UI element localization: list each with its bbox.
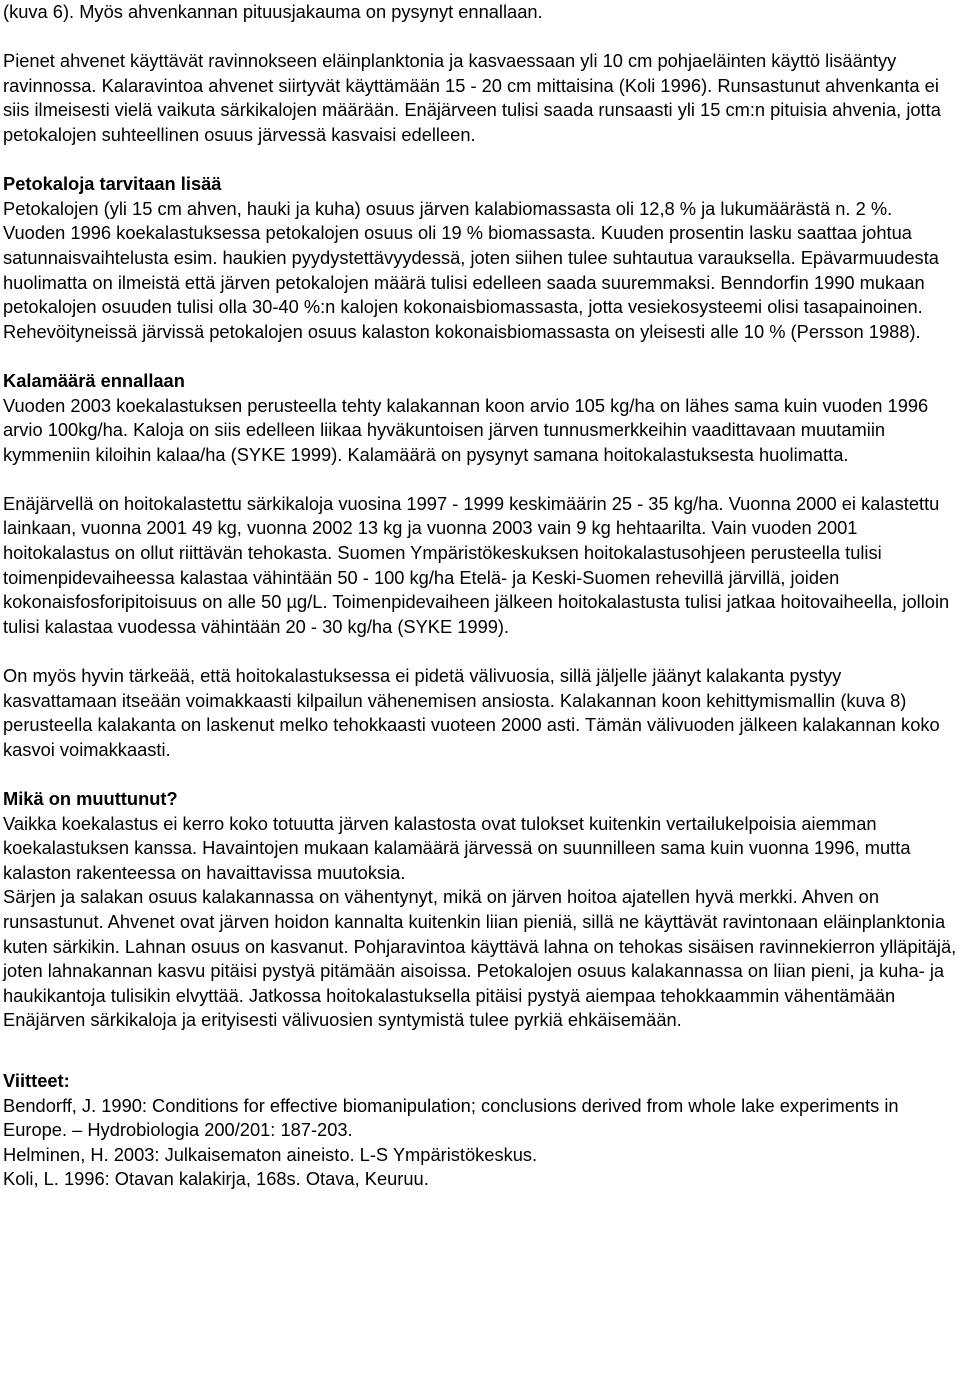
changes-paragraph-1: Vaikka koekalastus ei kerro koko totuutta järven kalastosta ovat tulokset kuitenkin vertailukelpoisia aiemman koekalastuksen kanssa. Havaintojen mukaan kalamäärä järvessä on suunnilleen sama kuin vuonna 1996, mutta kalaston rakenteessa on havaittavissa muutoksia. [3, 812, 911, 883]
fish-amount-paragraph-2: Enäjärvellä on hoitokalastettu särkikaloja vuosina 1997 - 1999 keskimäärin 25 - 35 kg/ha. Vuonna 2000 ei kalastettu lainkaan, vuonna 2001 49 kg, vuonna 2002 13 kg ja vuonna 2003 vain 9 kg hehtaarilta. Vain vuoden 2001 hoitokalastus on ollut riittävän tehokasta. Suomen Ympäristökeskuksen hoitokalastusohjeen perusteella tulisi toimenpidevaiheessa kalastaa vähintään 50 - 100 kg/ha Etelä- ja Keski-Suomen rehevillä järvillä, joiden kokonaisfosforipitoisuus on alle 50 µg/L. Toimenpidevaiheen jälkeen hoitokalastusta tulisi jatkaa hoitovaiheella, jolloin tulisi kalastaa vuodessa vähintään 20 - 30 kg/ha (SYKE 1999). [3, 492, 950, 637]
references-heading: Viitteet: [3, 1069, 70, 1091]
section-heading-fish-amount: Kalamäärä ennallaan [3, 369, 185, 391]
fish-amount-paragraph-3: On myös hyvin tärkeää, että hoitokalastuksessa ei pidetä välivuosia, sillä jäljelle jäänyt kalakanta pystyy kasvattamaan itseään voimakkaasti kilpailun vähenemisen ansiosta. Kalakannan koon kehittymismallin (kuva 8) perusteella kalakanta on laskenut melko tehokkaasti vuoteen 2000 asti. Tämän välivuoden jälkeen kalakannan koko kasvoi voimakkaasti. [3, 665, 940, 760]
intro-paragraph: Pienet ahvenet käyttävät ravinnokseen eläinplanktonia ja kasvaessaan yli 10 cm pohjaeläinten käyttö lisääntyy ravinnossa. Kalaravintoa ahvenet siirtyvät käyttämään 15 - 20 cm mittaisina (Koli 1996). Runsastunut ahvenkanta ei siis ilmeisesti vielä vaikuta särkikalojen määrään. Enäjärveen tulisi saada runsaasti yli 15 cm:n pituisia ahvenia, jotta petokalojen suhteellinen osuus järvessä kasvaisi edelleen. [3, 50, 941, 145]
fish-amount-paragraph-1: Vuoden 2003 koekalastuksen perusteella tehty kalakannan koon arvio 105 kg/ha on lähes sama kuin vuoden 1996 arvio 100kg/ha. Kaloja on siis edelleen liikaa hyväkuntoisen järven tunnusmerkkeihin vaadittavaan muutamiin kymmeniin kiloihin kalaa/ha (SYKE 1999). Kalamäärä on pysynyt samana hoitokalastuksesta huolimatta. [3, 394, 929, 465]
reference-item: Helminen, H. 2003: Julkaisematon aineisto. L-S Ympäristökeskus. [3, 1143, 538, 1165]
intro-fragment: (kuva 6). Myös ahvenkannan pituusjakauma on pysynyt ennallaan. [3, 1, 543, 22]
document-page [3, 0, 957, 1192]
reference-item: Bendorff, J. 1990: Conditions for effective biomanipulation; conclusions derived from whole lake experiments in Europe. – Hydrobiologia 200/201: 187-203. [3, 1094, 899, 1141]
section-heading-predators: Petokaloja tarvitaan lisää [3, 173, 222, 195]
reference-item: Koli, L. 1996: Otavan kalakirja, 168s. Otava, Keuruu. [3, 1168, 429, 1190]
changes-paragraph-2: Särjen ja salakan osuus kalakannassa on vähentynyt, mikä on järven hoitoa ajatellen hyvä merkki. Ahven on runsastunut. Ahvenet ovat järven hoidon kannalta kuitenkin liian pieniä, sillä ne käyttävät ravintonaan eläinplanktonia kuten särkikin. Lahnan osuus on kasvanut. Pohjaravintoa käyttävä lahna on tehokas sisäisen ravinnekierron ylläpitäjä, joten lahnakannan kasvu pitäisi pystyä pitämään aisoissa. Petokalojen osuus kalakannassa on liian pieni, ja kuha- ja haukikantoja tulisikin elvyttää. Jatkossa hoitokalastuksella pitäisi pystyä aiempaa tehokkaammin vähentämään Enäjärven särkikaloja ja erityisesti välivuosien syntymistä tulee pyrkiä ehkäisemään. [3, 886, 957, 1031]
section-heading-changes: Mikä on muuttunut? [3, 788, 178, 809]
predators-paragraph: Petokalojen (yli 15 cm ahven, hauki ja kuha) osuus järven kalabiomassasta oli 12,8 % ja lukumäärästä n. 2 %. Vuoden 1996 koekalastuksessa petokalojen osuus oli 19 % biomassasta. Kuuden prosentin lasku saattaa johtua satunnaisvaihtelusta esim. haukien pyydystettävyydessä, joten siihen tulee suhtautua varauksella. Epävarmuudesta huolimatta on ilmeistä että järven petokalojen määrä tulisi edelleen saada suuremmaksi. Benndorfin 1990 mukaan petokalojen osuuden tulisi olla 30-40 %:n kalojen kokonaisbiomassasta, jotta vesiekosysteemi olisi tasapainoinen. Rehevöityneissä järvissä petokalojen osuus kalaston kokonaisbiomassasta on yleisesti alle 10 % (Persson 1988). [3, 197, 939, 342]
